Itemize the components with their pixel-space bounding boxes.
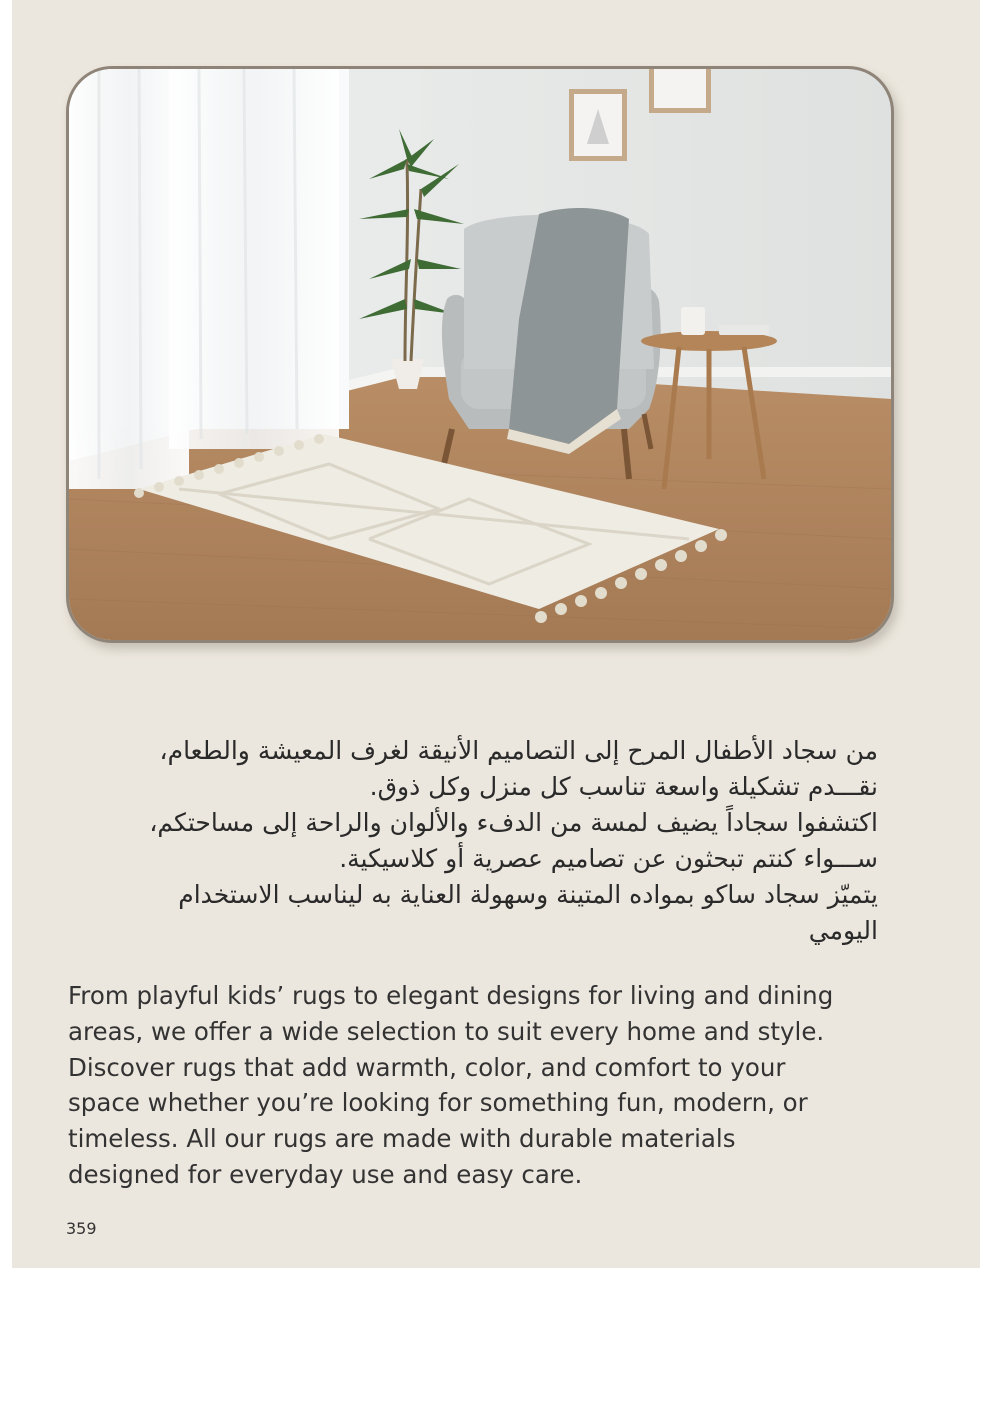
english-line: areas, we offer a wide selection to suit every home and style. — [68, 1016, 825, 1046]
catalog-page — [12, 0, 980, 1268]
english-line: designed for everyday use and easy care. — [68, 1159, 583, 1189]
arabic-line: اكتشفوا سجاداً يضيف لمسة من الدفء والألوان والراحة إلى مساحتكم، — [149, 808, 878, 837]
arabic-line: ســـواء كنتم تبحثون عن تصاميم عصرية أو كلاسيكية. — [339, 844, 878, 873]
english-line: From playful kids’ rugs to elegant designs for living and dining — [68, 981, 834, 1010]
room-photo-frame — [66, 66, 894, 643]
arabic-line: اليومي — [808, 916, 878, 945]
arabic-line: يتميّز سجاد ساكو بمواده المتينة وسهولة العناية به ليناسب الاستخدام — [178, 880, 878, 909]
arabic-line: نقـــدم تشكيلة واسعة تناسب كل منزل وكل ذوق. — [369, 772, 878, 801]
english-line: Discover rugs that add warmth, color, and comfort to your — [68, 1052, 786, 1082]
arabic-description — [102, 733, 878, 949]
english-line: timeless. All our rugs are made with durable materials — [68, 1124, 736, 1154]
page-number: 359 — [66, 1219, 97, 1238]
english-description — [68, 978, 888, 1193]
living-room-rug-photo — [69, 69, 891, 640]
english-line: space whether you’re looking for something fun, modern, or — [68, 1088, 808, 1118]
arabic-line: من سجاد الأطفال المرح إلى التصاميم الأنيقة لغرف المعيشة والطعام، — [159, 736, 878, 765]
